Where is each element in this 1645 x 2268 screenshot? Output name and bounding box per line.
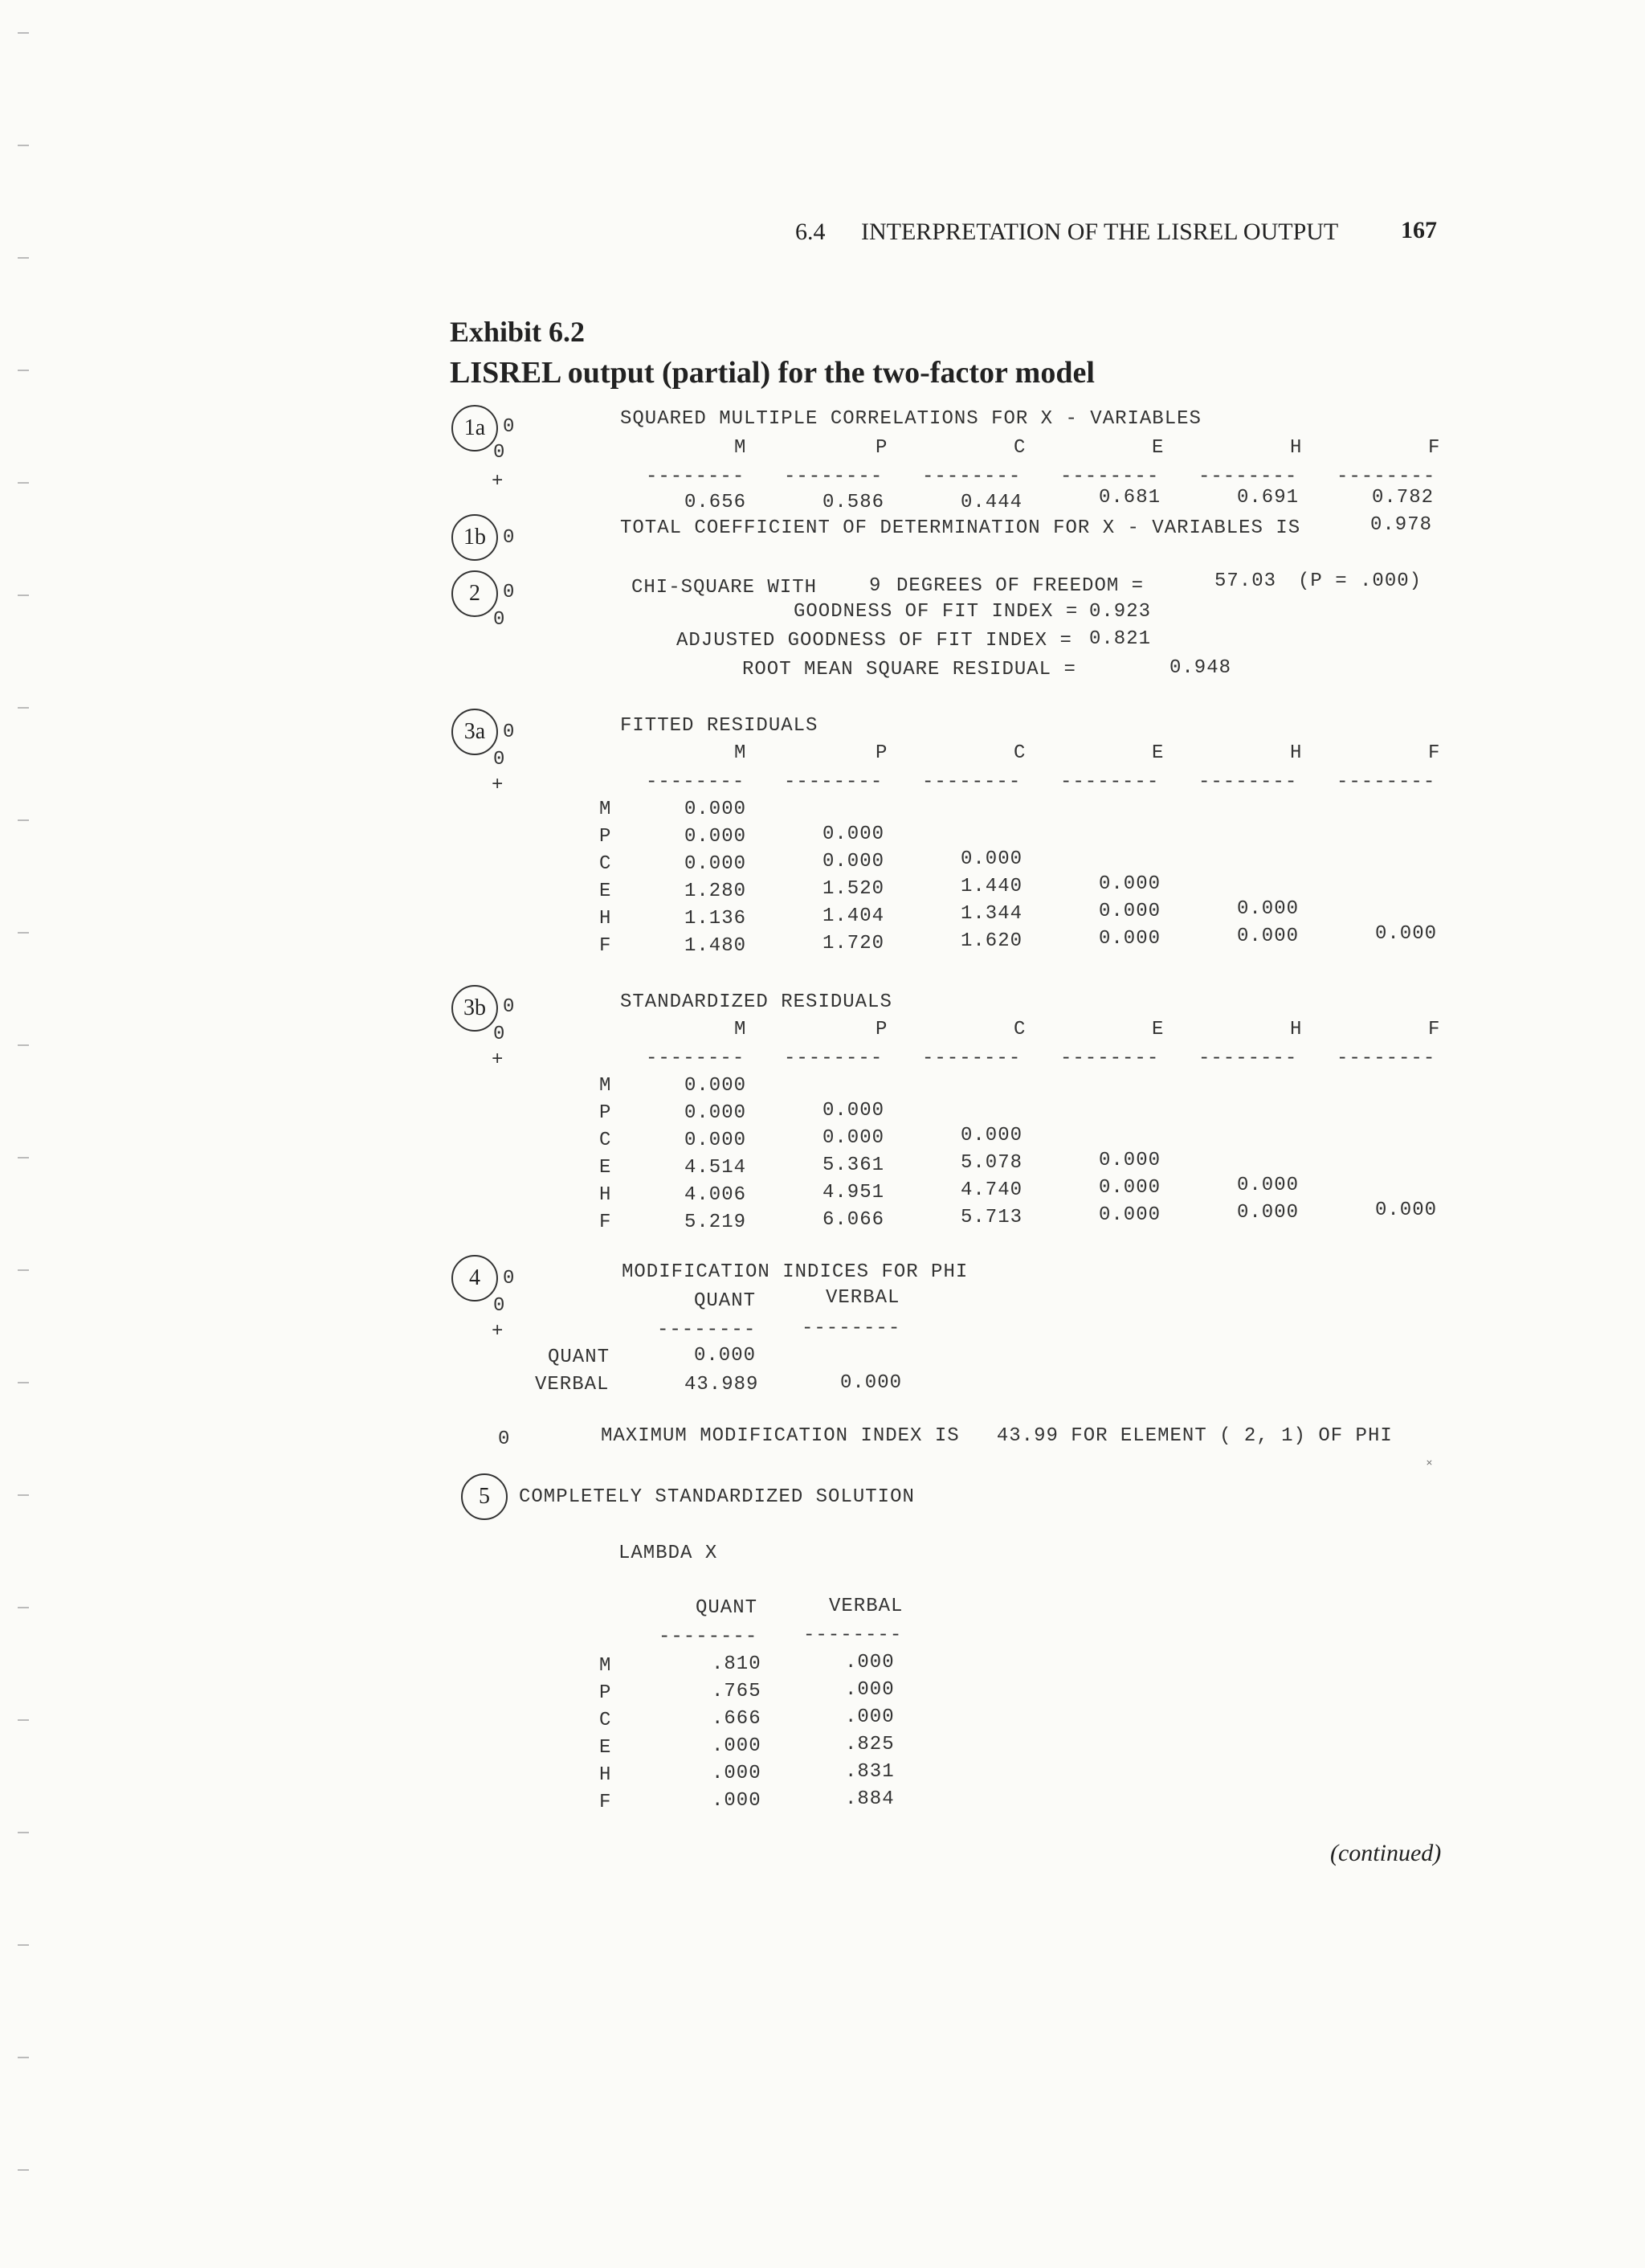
smc-dash: -------- — [1198, 466, 1298, 488]
marker-3a: 3a — [451, 709, 498, 755]
standardized-cell: 0.000 — [1375, 1199, 1438, 1221]
standardized-cell: 0.000 — [822, 1127, 885, 1149]
standardized-cell: 0.000 — [822, 1100, 885, 1122]
fitted-cell: 0.000 — [1099, 873, 1161, 895]
fitted-cell: 0.000 — [684, 799, 747, 820]
binding-mark — [18, 1494, 29, 1496]
smc-col-c: C — [1014, 437, 1027, 459]
standardized-dash: -------- — [646, 1048, 745, 1069]
lambda-verbal-cell: .000 — [845, 1679, 895, 1701]
standardized-cell: 0.000 — [1099, 1177, 1161, 1199]
margin-plus: + — [492, 1321, 504, 1342]
margin-zero: 0 — [503, 721, 516, 743]
margin-zero: 0 — [498, 1428, 511, 1450]
modind-verbal-verbal: 0.000 — [840, 1372, 903, 1394]
modind-quant-quant: 0.000 — [694, 1345, 757, 1367]
fitted-row-label-c: C — [599, 853, 612, 875]
lambda-verbal-cell: .831 — [845, 1761, 895, 1783]
lambda-row-label-e: E — [599, 1737, 612, 1759]
fitted-cell: 1.344 — [961, 903, 1023, 925]
fitted-col-c: C — [1014, 742, 1027, 764]
fitted-cell: 0.000 — [684, 853, 747, 875]
standardized-col-e: E — [1152, 1019, 1165, 1040]
lambda-row-label-p: P — [599, 1682, 612, 1704]
fitted-col-f: F — [1428, 742, 1441, 764]
fitted-row-label-m: M — [599, 799, 612, 820]
fitted-cell: 0.000 — [961, 848, 1023, 870]
standardized-dash: -------- — [1198, 1048, 1298, 1069]
standardized-row-label-e: E — [599, 1157, 612, 1179]
binding-mark — [18, 1269, 29, 1271]
margin-zero: 0 — [493, 609, 506, 631]
binding-mark — [18, 32, 29, 34]
lambda-quant-cell: .000 — [712, 1790, 761, 1812]
binding-mark — [18, 1382, 29, 1383]
standardized-row-label-m: M — [599, 1075, 612, 1097]
lambda-row-label-c: C — [599, 1710, 612, 1731]
margin-zero: 0 — [493, 1295, 506, 1317]
modind-row-verbal: VERBAL — [535, 1374, 610, 1396]
marker-3b: 3b — [451, 985, 498, 1032]
standardized-col-m: M — [734, 1019, 747, 1040]
binding-mark — [18, 1719, 29, 1721]
binding-mark — [18, 932, 29, 934]
df-label: DEGREES OF FREEDOM = — [896, 575, 1145, 597]
exhibit-subtitle: LISREL output (partial) for the two-factor model — [450, 356, 1095, 390]
agfi-value: 0.821 — [1089, 628, 1152, 650]
fitted-col-h: H — [1290, 742, 1303, 764]
smc-value-p: 0.586 — [822, 492, 885, 513]
margin-zero: 0 — [493, 749, 506, 770]
fitted-cell: 0.000 — [1099, 901, 1161, 922]
modind-verbal-quant: 43.989 — [684, 1374, 759, 1396]
binding-mark — [18, 1832, 29, 1833]
binding-mark — [18, 1607, 29, 1608]
chi-square-value: 57.03 — [1214, 570, 1277, 592]
standardized-col-h: H — [1290, 1019, 1303, 1040]
fitted-dash: -------- — [646, 771, 745, 793]
smc-col-e: E — [1152, 437, 1165, 459]
fitted-col-m: M — [734, 742, 747, 764]
marker-4: 4 — [451, 1255, 498, 1302]
standardized-cell: 4.951 — [822, 1182, 885, 1203]
tcd-text: TOTAL COEFFICIENT OF DETERMINATION FOR X - VARIABLES IS — [620, 517, 1301, 539]
standardized-cell: 0.000 — [1099, 1150, 1161, 1171]
css-col-verbal: VERBAL — [829, 1596, 904, 1617]
chi-square-label: CHI-SQUARE WITH — [631, 577, 818, 599]
binding-mark — [18, 1944, 29, 1946]
standardized-cell: 5.713 — [961, 1207, 1023, 1228]
marker-5: 5 — [461, 1473, 508, 1520]
fitted-cell: 1.720 — [822, 933, 885, 954]
lambda-quant-cell: .666 — [712, 1708, 761, 1730]
standardized-cell: 5.361 — [822, 1154, 885, 1176]
lambda-row-label-m: M — [599, 1655, 612, 1677]
smc-col-f: F — [1428, 437, 1441, 459]
standardized-cell: 0.000 — [684, 1130, 747, 1151]
fitted-cell: 0.000 — [1099, 928, 1161, 950]
binding-mark — [18, 707, 29, 709]
fitted-row-label-h: H — [599, 908, 612, 930]
standardized-cell: 0.000 — [1237, 1175, 1300, 1196]
fitted-col-e: E — [1152, 742, 1165, 764]
fitted-cell: 0.000 — [1237, 898, 1300, 920]
binding-mark — [18, 482, 29, 484]
css-col-quant: QUANT — [696, 1597, 758, 1619]
standardized-col-c: C — [1014, 1019, 1027, 1040]
margin-zero: 0 — [493, 442, 506, 464]
margin-zero: 0 — [503, 416, 516, 438]
fitted-cell: 1.280 — [684, 881, 747, 902]
binding-mark — [18, 370, 29, 371]
exhibit-label: Exhibit 6.2 — [450, 316, 586, 348]
degrees-of-freedom: 9 — [869, 575, 882, 597]
fitted-cell: 0.000 — [684, 826, 747, 848]
binding-mark — [18, 2057, 29, 2058]
gfi-label: GOODNESS OF FIT INDEX = — [794, 601, 1079, 623]
fitted-dash: -------- — [922, 771, 1022, 793]
smc-value-f: 0.782 — [1372, 487, 1435, 509]
margin-zero: 0 — [493, 1024, 506, 1045]
lambda-quant-cell: .765 — [712, 1681, 761, 1702]
margin-plus: + — [492, 774, 504, 796]
fitted-row-label-e: E — [599, 881, 612, 902]
binding-mark — [18, 1044, 29, 1046]
binding-mark — [18, 145, 29, 146]
lambda-quant-cell: .810 — [712, 1653, 761, 1675]
marker-2: 2 — [451, 570, 498, 617]
smc-value-h: 0.691 — [1237, 487, 1300, 509]
modind-title: MODIFICATION INDICES FOR PHI — [622, 1261, 969, 1283]
gfi-value: 0.923 — [1089, 601, 1152, 623]
standardized-row-label-f: F — [599, 1212, 612, 1233]
fitted-row-label-p: P — [599, 826, 612, 848]
fitted-cell: 0.000 — [822, 851, 885, 872]
smc-dash: -------- — [922, 466, 1022, 488]
modind-row-quant: QUANT — [548, 1346, 610, 1368]
fitted-cell: 1.404 — [822, 905, 885, 927]
binding-mark — [18, 1157, 29, 1159]
standardized-cell: 4.006 — [684, 1184, 747, 1206]
marker-1b: 1b — [451, 514, 498, 561]
standardized-dash: -------- — [922, 1048, 1022, 1069]
marker-1a: 1a — [451, 405, 498, 452]
fitted-row-label-f: F — [599, 935, 612, 957]
standardized-title: STANDARDIZED RESIDUALS — [620, 991, 892, 1013]
lambda-verbal-cell: .825 — [845, 1734, 895, 1755]
smc-col-h: H — [1290, 437, 1303, 459]
lambda-quant-cell: .000 — [712, 1735, 761, 1757]
standardized-row-label-c: C — [599, 1130, 612, 1151]
binding-mark — [18, 819, 29, 821]
max-modification-line: MAXIMUM MODIFICATION INDEX IS 43.99 FOR ELEMENT ( 2, 1) OF PHI — [601, 1425, 1393, 1447]
smc-col-p: P — [876, 437, 888, 459]
binding-mark — [18, 2169, 29, 2171]
binding-mark — [18, 257, 29, 259]
standardized-cell: 0.000 — [684, 1075, 747, 1097]
modind-col-verbal: VERBAL — [826, 1287, 900, 1309]
tcd-value: 0.978 — [1370, 514, 1433, 536]
lambda-row-label-h: H — [599, 1764, 612, 1786]
standardized-cell: 0.000 — [684, 1102, 747, 1124]
fitted-cell: 1.520 — [822, 878, 885, 900]
margin-zero: 0 — [503, 1268, 516, 1289]
continued-note: (continued) — [1330, 1840, 1442, 1866]
margin-plus: + — [492, 471, 504, 492]
agfi-label: ADJUSTED GOODNESS OF FIT INDEX = — [676, 630, 1072, 652]
standardized-col-f: F — [1428, 1019, 1441, 1040]
lambda-row-label-f: F — [599, 1792, 612, 1813]
fitted-cell: 0.000 — [1237, 926, 1300, 947]
fitted-cell: 0.000 — [1375, 923, 1438, 945]
fitted-col-p: P — [876, 742, 888, 764]
p-value: (P = .000) — [1298, 570, 1423, 592]
standardized-dash: -------- — [784, 1048, 884, 1069]
running-header-title: INTERPRETATION OF THE LISREL OUTPUT — [861, 219, 1339, 245]
standardized-cell: 4.740 — [961, 1179, 1023, 1201]
standardized-col-p: P — [876, 1019, 888, 1040]
fitted-cell: 0.000 — [822, 823, 885, 845]
modind-dashes: -------- — [802, 1318, 901, 1339]
standardized-row-label-h: H — [599, 1184, 612, 1206]
smc-dash: -------- — [1337, 466, 1436, 488]
modind-col-quant: QUANT — [694, 1290, 757, 1312]
smc-value-c: 0.444 — [961, 492, 1023, 513]
rmsr-value: 0.948 — [1169, 657, 1232, 679]
standardized-row-label-p: P — [599, 1102, 612, 1124]
rmsr-label: ROOT MEAN SQUARE RESIDUAL = — [742, 659, 1076, 680]
margin-zero: 0 — [503, 527, 516, 549]
fitted-cell: 1.480 — [684, 935, 747, 957]
smc-title: SQUARED MULTIPLE CORRELATIONS FOR X - VARIABLES — [620, 408, 1202, 430]
margin-plus: + — [492, 1049, 504, 1071]
standardized-cell: 0.000 — [1099, 1204, 1161, 1226]
section-number: 6.4 — [795, 219, 826, 245]
standardized-cell: 5.219 — [684, 1212, 747, 1233]
standardized-dash: -------- — [1060, 1048, 1160, 1069]
standardized-cell: 6.066 — [822, 1209, 885, 1231]
margin-zero: 0 — [503, 996, 516, 1018]
margin-zero: 0 — [503, 582, 516, 603]
standardized-dash: -------- — [1337, 1048, 1436, 1069]
lambda-verbal-cell: .000 — [845, 1652, 895, 1673]
smc-col-m: M — [734, 437, 747, 459]
smc-value-e: 0.681 — [1099, 487, 1161, 509]
fitted-cell: 1.440 — [961, 876, 1023, 897]
binding-mark — [18, 595, 29, 596]
css-title: COMPLETELY STANDARDIZED SOLUTION — [519, 1486, 915, 1508]
lambda-verbal-cell: .884 — [845, 1788, 895, 1810]
page-number: 167 — [1401, 217, 1437, 243]
standardized-cell: 0.000 — [1237, 1202, 1300, 1224]
modind-dashes: -------- — [657, 1319, 757, 1341]
standardized-cell: 5.078 — [961, 1152, 1023, 1174]
lambda-quant-cell: .000 — [712, 1763, 761, 1784]
fitted-dash: -------- — [1060, 771, 1160, 793]
standardized-cell: 4.514 — [684, 1157, 747, 1179]
fitted-cell: 1.620 — [961, 930, 1023, 952]
smc-dash: -------- — [784, 466, 884, 488]
smc-dash: -------- — [646, 466, 745, 488]
fitted-cell: 1.136 — [684, 908, 747, 930]
smc-value-m: 0.656 — [684, 492, 747, 513]
smc-dash: -------- — [1060, 466, 1160, 488]
lambda-verbal-cell: .000 — [845, 1706, 895, 1728]
css-dashes: -------- — [803, 1624, 903, 1646]
fitted-dash: -------- — [1337, 771, 1436, 793]
lambda-x-label: LAMBDA X — [618, 1543, 718, 1564]
css-dashes: -------- — [659, 1626, 758, 1648]
fitted-dash: -------- — [1198, 771, 1298, 793]
fitted-title: FITTED RESIDUALS — [620, 715, 818, 737]
fitted-dash: -------- — [784, 771, 884, 793]
stray-mark: ˟ — [1427, 1457, 1432, 1473]
standardized-cell: 0.000 — [961, 1125, 1023, 1146]
